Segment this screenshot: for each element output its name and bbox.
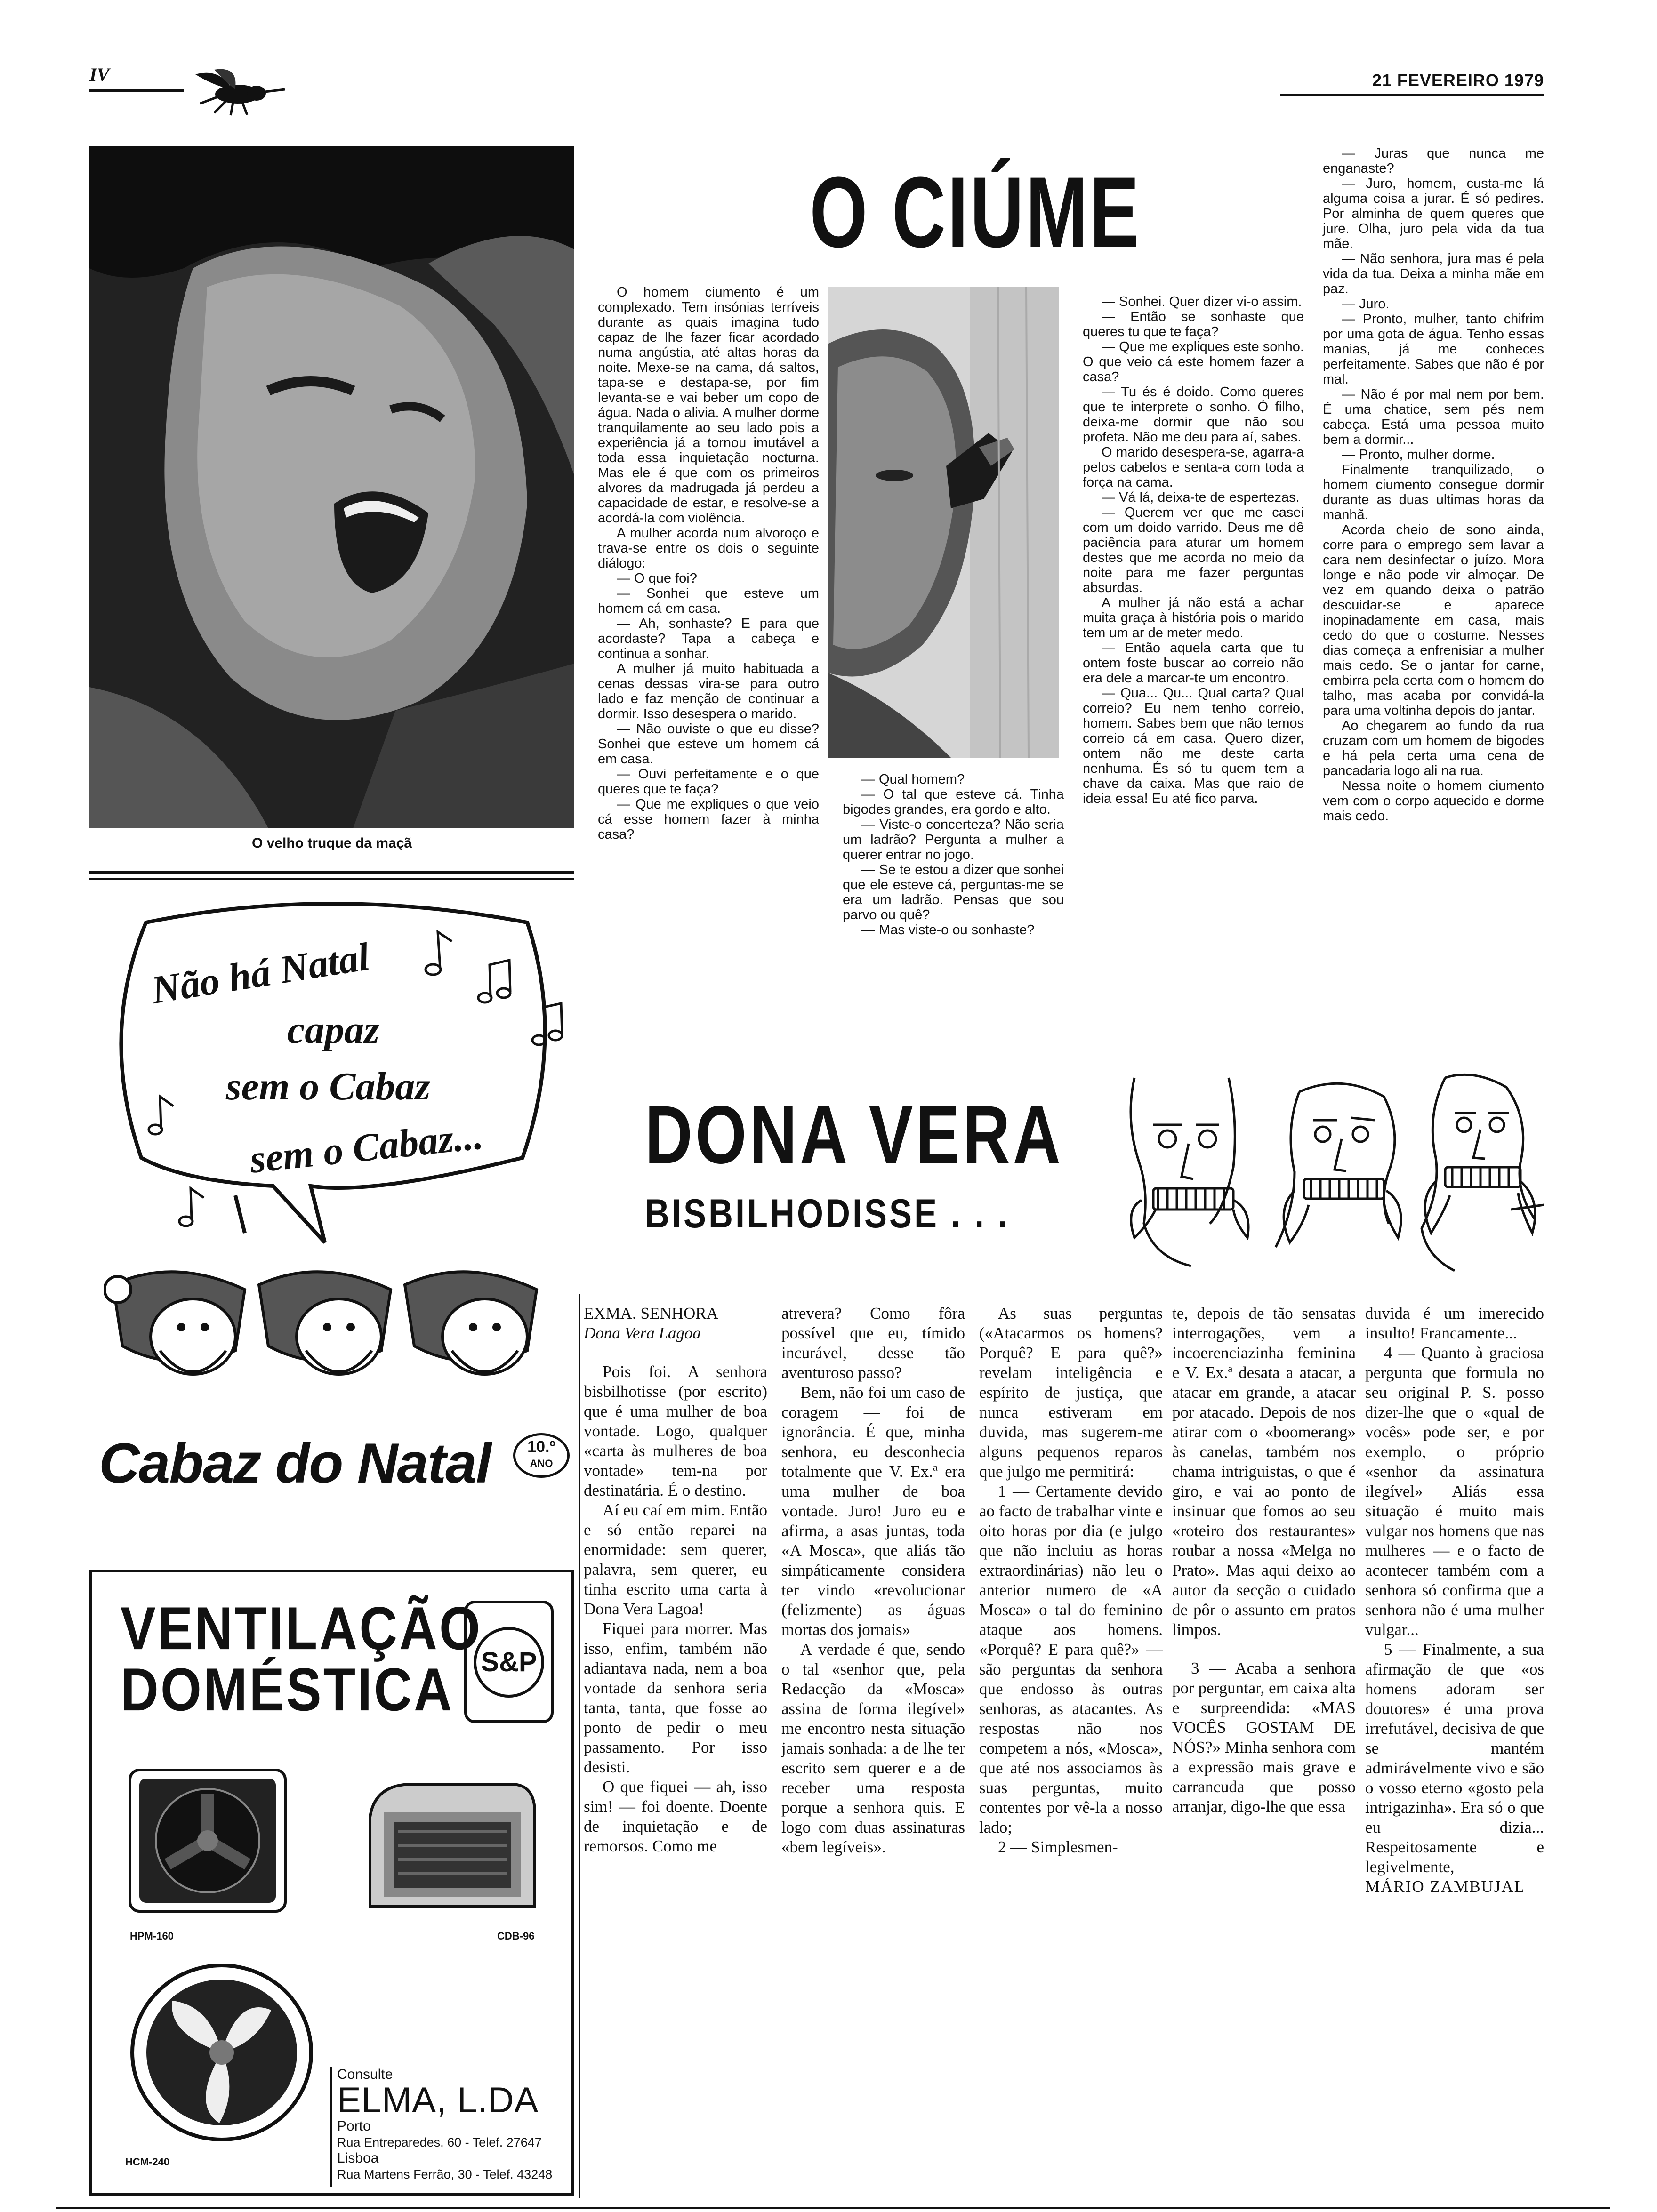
paragraph: — Mas viste-o ou sonhaste? bbox=[861, 922, 1035, 938]
vent-title-line2: DOMÉSTICA bbox=[121, 1655, 454, 1723]
fly-icon bbox=[186, 66, 290, 118]
vent-title-line1: VENTILAÇÃO bbox=[121, 1594, 482, 1662]
paragraph: 2 — Simplesmen- bbox=[998, 1838, 1118, 1856]
paragraph: Aí eu caí em mim. Então e só então reparei na enormidade: sem querer, palavra, sem querer, eu tinha escrito uma carta à Dona Vera Lagoa! bbox=[584, 1501, 767, 1618]
paragraph: atrevera? Como fôra possível que eu, tímido incurável, desse tão aventuroso passo? bbox=[781, 1304, 965, 1382]
author-signature: MÁRIO ZAMBUJAL bbox=[1365, 1877, 1526, 1896]
ciume-column-3 bbox=[1083, 294, 1304, 806]
model-label: CDB-96 bbox=[497, 1930, 535, 1942]
page-number: IV bbox=[89, 64, 110, 85]
cabaz-natal-ad bbox=[89, 885, 574, 1497]
vera-column-3 bbox=[979, 1304, 1163, 1857]
paragraph: — Que me expliques este sonho. O que veio cá este homem fazer a casa? bbox=[1083, 339, 1304, 385]
paragraph: — Sonhei que esteve um homem cá em casa. bbox=[598, 586, 819, 616]
paragraph: A mulher já muito habituada a cenas dessas vira-se para outro lado e faz menção de continuar a dormir. Isso desespera o marido. bbox=[598, 661, 819, 721]
photo-caption: O velho truque da maçã bbox=[251, 835, 412, 851]
paragraph: — Se te estou a dizer que sonhei que ele esteve cá, perguntas-me se era um ladrão. Pensas que sou parvo ou quê? bbox=[843, 862, 1064, 922]
paragraph: Finalmente tranquilizado, o homem ciumento consegue dormir durante as duas ultimas horas da manhã. bbox=[1323, 462, 1544, 522]
paragraph: — Vá lá, deixa-te de espertezas. bbox=[1102, 490, 1300, 505]
paragraph: Pois foi. A senhora bisbilhotisse (por escrito) que é uma mulher de boa vontade. Logo, qualquer «carta às mulheres de boa vontade» tem-na por destinatária. É o destino. bbox=[584, 1362, 767, 1499]
paragraph: O que fiquei — ah, isso sim! — foi doente. Doente de inquietação e de remorsos. Como me bbox=[584, 1778, 767, 1855]
fan-hpm160-icon bbox=[125, 1765, 295, 1921]
paragraph: As suas perguntas («Atacarmos os homens? Porquê? E para quê?» revelam inteligência e espírito de justiça, que nunca estiveram em duvida, mas sugerem-me alguns pequenos reparos que julgo me permitirá: bbox=[979, 1304, 1163, 1481]
section-rule bbox=[89, 871, 574, 874]
bottom-rule bbox=[56, 2207, 1610, 2209]
paragraph: 1 — Certamente devido ao facto de trabalhar vinte e oito horas por dia (e julgo que não incluiu as horas extraordinárias) não leu o anterior numero de «A Mosca» o tal do feminino ataque aos homens. «Porquê? E para quê?» — são perguntas da senhora que endosso às outras senhoras, as atacantes. As respostas não nos competem a nós, «Mosca», que até nos associamos às suas perguntas, muito contentes por vê-la a nosso lado; bbox=[979, 1482, 1163, 1836]
paragraph: — Querem ver que me casei com um doido varrido. Deus me dê paciência para aturar um homem destes que me acorda no meio da noite para me fazer perguntas absurdas. bbox=[1083, 505, 1304, 595]
paragraph: — Qual homem? bbox=[861, 772, 965, 787]
paragraph: — Então se sonhaste que queres tu que te faça? bbox=[1083, 309, 1304, 339]
ventilacao-ad bbox=[89, 1570, 574, 2196]
ciume-column-2 bbox=[843, 772, 1064, 938]
paragraph: A verdade é que, sendo o tal «senhor que, pela Redacção da «Mosca» assina de forma ilegível» me encontro nesta situação jamais sonhada: a de lhe ter escrito sem querer e a de receber uma resposta porque a senhora quis. E logo com duas assinaturas «bem legíveis». bbox=[781, 1640, 965, 1856]
model-label: HPM-160 bbox=[130, 1930, 174, 1942]
section-rule bbox=[89, 878, 574, 880]
paragraph: — Não senhora, jura mas é pela vida da tua. Deixa a minha mãe em paz. bbox=[1323, 251, 1544, 297]
man-with-phone-photo bbox=[828, 287, 1059, 758]
natal-slogan-2: capaz bbox=[287, 1008, 379, 1052]
contact-rule bbox=[330, 2067, 332, 2187]
man-laughing-photo bbox=[89, 146, 574, 828]
salutation: EXMA. SENHORA bbox=[584, 1304, 718, 1322]
paragraph: Fiquei para morrer. Mas isso, enfim, também não adiantava nada, nem a boa vontade da senhora seria tanta, tanta, que fosse ao ponto de pedir o meu passamento. Por isso desisti. bbox=[584, 1619, 767, 1776]
paragraph: — O tal que esteve cá. Tinha bigodes grandes, era gordo e alto. bbox=[843, 787, 1064, 817]
three-santas-illustration bbox=[104, 1257, 574, 1388]
vera-column-5 bbox=[1365, 1304, 1544, 1897]
consult-label: Consulte bbox=[337, 2067, 393, 2082]
paragraph: — Não ouviste o que eu disse? Sonhei que esteve um homem cá em casa. bbox=[598, 721, 819, 767]
article-subtitle-vera: BISBILHODISSE . . . bbox=[645, 1191, 1010, 1237]
badge-number: 10.º bbox=[527, 1438, 555, 1456]
article-title-vera: DONA VERA bbox=[645, 1088, 1063, 1181]
paragraph: duvida é um imerecido insulto! Francamente... bbox=[1365, 1304, 1544, 1342]
natal-slogan-3: sem o Cabaz bbox=[226, 1065, 431, 1108]
header-date: 21 FEVEREIRO 1979 bbox=[1372, 71, 1544, 90]
sp-logo bbox=[464, 1601, 554, 1723]
vera-column-4 bbox=[1172, 1304, 1356, 1817]
paragraph: A mulher já não está a achar muita graça à história pois o marido tem um ar de meter medo. bbox=[1083, 595, 1304, 641]
paragraph: Nessa noite o homem ciumento vem com o corpo aquecido e dorme mais cedo. bbox=[1323, 778, 1544, 824]
paragraph: — Sonhei. Quer dizer vi-o assim. bbox=[1102, 294, 1302, 309]
column-rule bbox=[579, 1294, 580, 2198]
paragraph: — Ah, sonhaste? E para que acordaste? Tapa a cabeça e continua a sonhar. bbox=[598, 616, 819, 661]
paragraph: 3 — Acaba a senhora por perguntar, em caixa alta e surpreendida: «MAS VOCÊS GOSTAM DE NÓS?» Minha senhora com a expressão mais grave e carrancuda que posso arranjar, digo-lhe que essa bbox=[1172, 1659, 1356, 1816]
model-label: HCM-240 bbox=[125, 2156, 170, 2168]
vera-column-2 bbox=[781, 1304, 965, 1857]
paragraph: — Pronto, mulher, tanto chifrim por uma gota de água. Tenho essas manias, já me conheces perfeitamente. Sabes que não é por mal. bbox=[1323, 312, 1544, 387]
address-lisboa: Rua Martens Ferrão, 30 - Telef. 43248 bbox=[337, 2167, 553, 2181]
header-rule-left bbox=[89, 89, 184, 92]
natal-slogan-1: Não há Natal bbox=[148, 935, 373, 1012]
paragraph: A mulher acorda num alvoroço e trava-se entre os dois o seguinte diálogo: bbox=[598, 526, 819, 571]
fan-cdb96-icon bbox=[356, 1770, 544, 1921]
harmonica-players-illustration bbox=[1097, 1068, 1549, 1275]
paragraph: O marido desespera-se, agarra-a pelos cabelos e senta-a com toda a força na cama. bbox=[1083, 445, 1304, 490]
elma-contact bbox=[337, 2067, 568, 2182]
article-title-ciume: O CIÚME bbox=[810, 156, 1141, 269]
paragraph: Bem, não foi um caso de coragem — foi de ignorância. É que, minha senhora, eu desconhecia totalmente que V. Ex.ª era uma mulher de boa vontade. Juro! Juro eu e afirma, a asas juntas, toda «A Mosca», que aliás tão simpáticamente considera ter vindo «revolucionar (felizmente) as águas mortas dos jornais» bbox=[781, 1383, 965, 1639]
ciume-column-1 bbox=[598, 285, 819, 842]
city-porto: Porto bbox=[337, 2118, 371, 2134]
paragraph: — Que me expliques o que veio cá esse homem fazer à minha casa? bbox=[598, 797, 819, 842]
vera-column-1 bbox=[584, 1304, 767, 1856]
music-notes-icon bbox=[89, 885, 574, 1261]
paragraph: 5 — Finalmente, a sua afirmação de que «os homens adoram ser doutores» é uma prova irrefutável, decisiva de que se mantém admirávelmente vivo e são o vosso eterno «gosto pela intrigazinha». Era só o que eu dizia... Respeitosamente e legivelmente, bbox=[1365, 1640, 1544, 1876]
paragraph: 4 — Quanto à graciosa pergunta que formula no seu original P. S. posso dizer-lhe que o «qual de vocês» pode ser, e por exemplo, o próprio «senhor da assinatura ilegível» Aliás essa situação é muito mais vulgar nos homens que nas mulheres — e o facto de acontecer também com a senhora só confirma que a senhora não é uma mulher vulgar... bbox=[1365, 1344, 1544, 1639]
paragraph: — Não é por mal nem por bem. É uma chatice, sem pés nem cabeça. Está uma pessoa muito bem a dormir... bbox=[1323, 387, 1544, 447]
company-name: ELMA, L.DA bbox=[337, 2080, 539, 2120]
paragraph: te, depois de tão sensatas interrogações, vem a incoerenciazinha feminina e V. Ex.ª desata a atacar, a atacar em grande, a atacar por atacado. Depois de nos atirar com o «boomerang» às canelas, também nos chama intriguistas, o que é giro, e vai ao ponto de insinuar que fomos ao seu «roteiro dos restaurantes» roubar a nossa «Melga no Prato». Mas aqui deixo ao autor da secção o cuidado de pôr o assunto em pratos limpos. bbox=[1172, 1304, 1356, 1639]
paragraph: Ao chegarem ao fundo da rua cruzam com um homem de bigodes e há pela certa uma cena de pancadaria logo ali na rua. bbox=[1323, 718, 1544, 778]
paragraph: Acorda cheio de sono ainda, corre para o emprego sem lavar a cara nem desinfectar o juízo. Mora longe e não pode vir almoçar. De vez em quando deixa o patrão descuidar-se e aparece inopinadamente em casa, mais cedo do que o costume. Nesses dias começa a enfrenisiar a mulher mais cedo. Se o jantar for carne, embirra pela certa com o homem do talho, mas acaba por convidá-la para uma voltinha depois do jantar. bbox=[1323, 522, 1544, 718]
addressee: Dona Vera Lagoa bbox=[584, 1324, 701, 1342]
paragraph: — Juras que nunca me enganaste? bbox=[1323, 146, 1544, 176]
paragraph: — Viste-o concerteza? Não seria um ladrão? Pergunta a mulher a querer entrar no jogo. bbox=[843, 817, 1064, 862]
paragraph: O homem ciumento é um complexado. Tem insónias terríveis durante as quais imagina tudo capaz de lhe fazer ficar acordado numa angústia, até altas horas da noite. Mexe-se na cama, dá saltos, tapa-se e destapa-se, por fim levanta-se e vai beber um copo de água. Nada o alivia. A mulher dorme tranquilamente ao seu lado pois a experiência já a tornou imutável a toda essa inquietação nocturna. Mas ele é que com os primeiros alvores da madrugada já perdeu a capacidade de estar, e resolve-se a acordá-la com violência. bbox=[598, 285, 819, 526]
ciume-column-4 bbox=[1323, 146, 1544, 824]
paragraph: — Pronto, mulher dorme. bbox=[1342, 447, 1495, 462]
paragraph: — Ouvi perfeitamente e o que queres que te faça? bbox=[598, 767, 819, 797]
address-porto: Rua Entreparedes, 60 - Telef. 27647 bbox=[337, 2135, 542, 2149]
sp-logo-text: S&P bbox=[474, 1627, 544, 1698]
natal-slogan-4: sem o Cabaz... bbox=[248, 1114, 485, 1182]
paragraph: — Juro. bbox=[1342, 297, 1390, 312]
anniversary-badge bbox=[513, 1433, 570, 1478]
paragraph: — Qua... Qu... Qual carta? Qual correio? Eu nem tenho correio, homem. Sabes bem que não temos correio cá em casa. Quero dizer, ontem não me deste carta nenhuma. És só tu quem tem a chave da caixa. Mas que raio de ideia essa! Eu até fico parva. bbox=[1083, 686, 1304, 806]
paragraph: — Tu és é doido. Como queres que te interprete o sonho. Ó filho, deixa-me dormir que não sou profeta. Não me deu para aí, sabes. bbox=[1083, 385, 1304, 445]
city-lisboa: Lisboa bbox=[337, 2150, 379, 2166]
header-rule-right bbox=[1280, 94, 1544, 96]
paragraph: — O que foi? bbox=[617, 571, 697, 586]
fan-hcm240-icon bbox=[121, 1958, 318, 2147]
paragraph: — Então aquela carta que tu ontem foste buscar ao correio não era dele a marcar-te um encontro. bbox=[1083, 641, 1304, 686]
cabaz-natal-brand: Cabaz do Natal bbox=[99, 1432, 491, 1495]
paragraph: — Juro, homem, custa-me lá alguma coisa a jurar. É só pedires. Por alminha de quem queres que jure. Olha, juro pela vida da tua mãe. bbox=[1323, 176, 1544, 251]
badge-text: ANO bbox=[530, 1458, 553, 1469]
